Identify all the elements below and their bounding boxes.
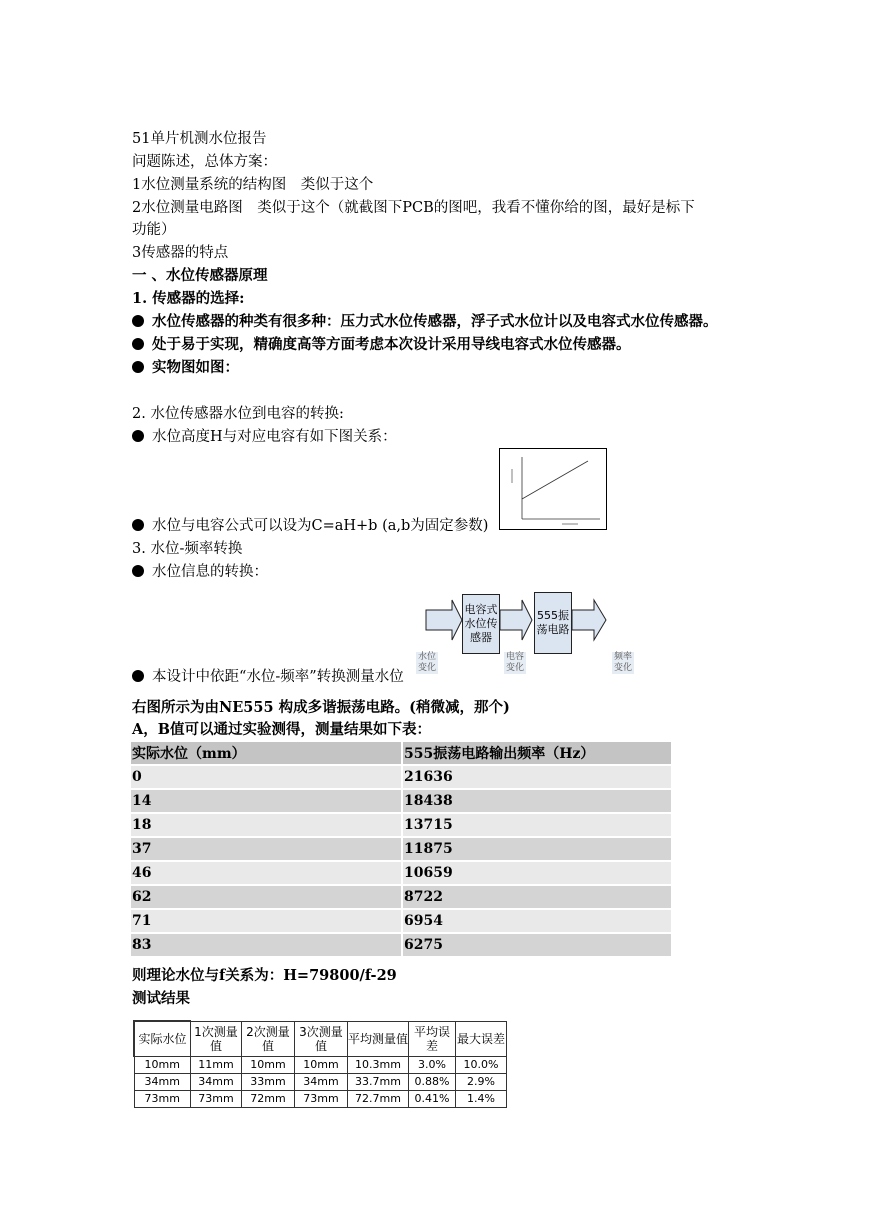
cell: 18438 [402, 789, 672, 813]
bullet-2 [132, 335, 631, 355]
test-result-heading: 测试结果 [132, 990, 190, 1007]
bullet-text: 水位传感器的种类有很多种：压力式水位传感器，浮子式水位计以及电容式水位传感器。 [152, 313, 718, 330]
cell: 6275 [402, 933, 672, 957]
cell: 33mm [242, 1074, 295, 1091]
table-row [134, 1091, 507, 1108]
cell: 72.7mm [348, 1091, 409, 1108]
cell: 10mm [295, 1057, 348, 1074]
table-row [131, 837, 672, 861]
bullet-icon [132, 315, 144, 327]
item-circuit: 2水位测量电路图 类似于这个（就截图下PCB的图吧，我看不懂你给的图，最好是标下 [132, 200, 695, 216]
report-title: 51单片机测水位报告 [132, 131, 267, 147]
bullet-icon [132, 361, 144, 373]
sub-heading-1: 1. 传感器的选择: [132, 290, 245, 307]
table-row [131, 885, 672, 909]
cell: 18 [131, 813, 402, 837]
bullet-3 [132, 358, 239, 378]
bullet-text: 实物图如图： [152, 359, 239, 376]
ab-note: A，B值可以通过实验测得，测量结果如下表： [132, 721, 432, 738]
cell: 10.3mm [348, 1057, 409, 1074]
sensor-box: 电容式水位传感器 [462, 594, 500, 654]
cell: 6954 [402, 909, 672, 933]
table-row [131, 813, 672, 837]
table-row [134, 1074, 507, 1091]
cell: 0.88% [409, 1074, 456, 1091]
table-row [131, 909, 672, 933]
bullet-4 [132, 427, 397, 447]
ne555-note: 右图所示为由NE555 构成多谐振荡电路。(稍微减，那个) [132, 699, 510, 716]
cell: 34mm [295, 1074, 348, 1091]
header-cell: 平均测量值 [348, 1021, 409, 1057]
cell: 14 [131, 789, 402, 813]
bullet-5 [132, 516, 488, 536]
item-circuit-cont: 功能） [132, 222, 176, 238]
conversion-flow-diagram [416, 588, 636, 688]
bullet-text: 处于易于实现，精确度高等方面考虑本次设计采用导线电容式水位传感器。 [152, 336, 631, 353]
table-row [134, 1057, 507, 1074]
cell: 73mm [134, 1091, 191, 1108]
bullet-6 [132, 562, 268, 582]
table-row [131, 789, 672, 813]
cell: 34mm [191, 1074, 242, 1091]
label-capacitance-change: 电容变化 [505, 652, 524, 673]
table-row [131, 861, 672, 885]
flow-arrows [416, 588, 636, 688]
linear-line [522, 461, 588, 499]
cell: 10mm [134, 1057, 191, 1074]
cell: 33.7mm [348, 1074, 409, 1091]
bullet-icon [132, 565, 144, 577]
cell: 1.4% [456, 1091, 507, 1108]
label-water-change: 水位变化 [417, 652, 436, 673]
header-cell: 1次测量值 [191, 1021, 242, 1057]
sub-heading-2: 2. 水位传感器水位到电容的转换: [132, 406, 344, 422]
item-structure: 1水位测量系统的结构图 类似于这个 [132, 177, 374, 193]
table-header-row [134, 1021, 507, 1057]
problem-statement: 问题陈述，总体方案： [132, 154, 277, 170]
theory-formula: 则理论水位与f关系为：H=79800/f-29 [132, 967, 397, 984]
section-heading: 一 、水位传感器原理 [132, 267, 268, 284]
bullet-1 [132, 312, 718, 332]
cell: 13715 [402, 813, 672, 837]
cell: 3.0% [409, 1057, 456, 1074]
bullet-icon [132, 338, 144, 350]
item-sensor: 3传感器的特点 [132, 245, 229, 261]
cell: 73mm [295, 1091, 348, 1108]
bullet-text: 水位高度H与对应电容有如下图关系： [152, 429, 397, 445]
cell: 34mm [134, 1074, 191, 1091]
capacitance-graph [499, 448, 607, 530]
bullet-icon [132, 430, 144, 442]
cell: 11mm [191, 1057, 242, 1074]
cell: 0.41% [409, 1091, 456, 1108]
sub-heading-3: 3. 水位-频率转换 [132, 541, 243, 557]
header-cell: 最大误差 [456, 1021, 507, 1057]
cell: 10mm [242, 1057, 295, 1074]
result-table [133, 1020, 507, 1108]
cell: 10.0% [456, 1057, 507, 1074]
bullet-icon [132, 519, 144, 531]
header-cell: 3次测量值 [295, 1021, 348, 1057]
header-cell: 平均误差 [409, 1021, 456, 1057]
bullet-text: 水位信息的转换： [152, 564, 268, 580]
cell: 62 [131, 885, 402, 909]
label-frequency-change: 频率变化 [613, 652, 632, 673]
bullet-text: 本设计中依距“水位-频率”转换测量水位 [152, 669, 404, 685]
bullet-7 [132, 667, 404, 687]
header-cell: 555振荡电路输出频率（Hz） [402, 742, 672, 765]
arrow-icon [572, 600, 606, 640]
cell: 8722 [402, 885, 672, 909]
table-header-row [131, 742, 672, 765]
arrow-icon [500, 600, 532, 640]
cell: 71 [131, 909, 402, 933]
cell: 73mm [191, 1091, 242, 1108]
oscillator-box: 555振荡电路 [534, 592, 572, 654]
cell: 21636 [402, 765, 672, 789]
header-cell: 2次测量值 [242, 1021, 295, 1057]
bullet-icon [132, 670, 144, 682]
header-cell: 实际水位（mm） [131, 742, 402, 765]
bullet-text: 水位与电容公式可以设为C=aH+b (a,b为固定参数) [152, 518, 489, 534]
table-row [131, 765, 672, 789]
graph-svg [500, 449, 606, 529]
cell: 46 [131, 861, 402, 885]
header-cell: 实际水位 [134, 1021, 191, 1057]
cell: 2.9% [456, 1074, 507, 1091]
cell: 0 [131, 765, 402, 789]
cell: 11875 [402, 837, 672, 861]
cell: 10659 [402, 861, 672, 885]
cell: 37 [131, 837, 402, 861]
measurement-table [131, 742, 673, 958]
table-row [131, 933, 672, 957]
arrow-icon [426, 600, 462, 640]
cell: 83 [131, 933, 402, 957]
cell: 72mm [242, 1091, 295, 1108]
